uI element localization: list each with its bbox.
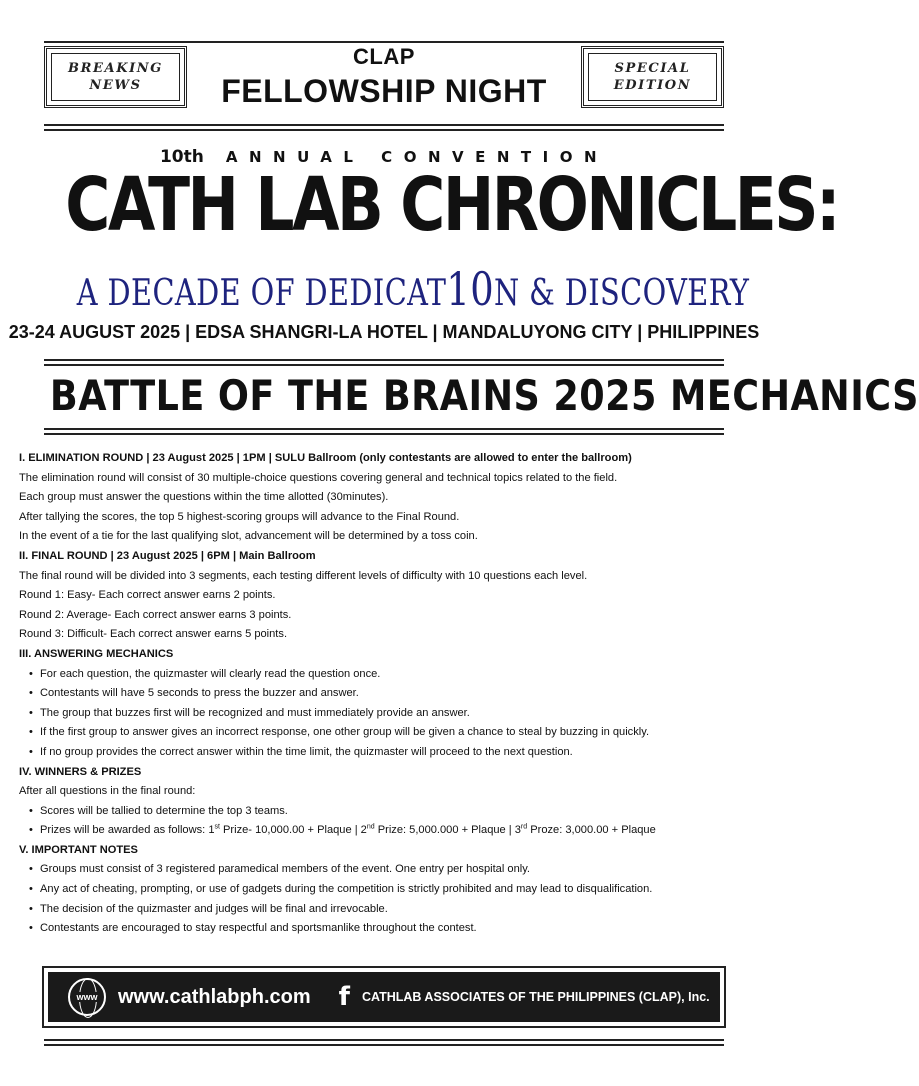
list-item: • Any act of cheating, prompting, or use of gadgets during the competition is strictly prohibited and may lead to disqualification. [19, 880, 759, 900]
globe-label: www [76, 992, 98, 1002]
list-item: • Contestants are encouraged to stay respectful and sportsmanlike throughout the contest. [19, 919, 759, 939]
ordinal: nd [366, 823, 375, 831]
bottom-rule [44, 1039, 724, 1041]
list-item: • If no group provides the correct answer within the time limit, the quizmaster will proceed to the next question. [19, 743, 759, 763]
body-line: Round 2: Average- Each correct answer earns 3 points. [19, 608, 292, 621]
list-item: • Groups must consist of 3 registered paramedical members of the event. One entry per hospital only. [19, 860, 759, 880]
header-rule [44, 124, 724, 126]
section-heading: V. IMPORTANT NOTES [19, 843, 138, 856]
badge-line: EDITION [613, 78, 692, 93]
subtitle-part: N & DISCOVERY [494, 273, 750, 314]
prize-text: Prize- 10,000.00 + Plaque | 2 [219, 824, 367, 837]
prizes-item [19, 821, 759, 841]
section-heading: I. ELIMINATION ROUND | 23 August 2025 | 1PM | SULU Ballroom (only contestants are allowed to enter the ballroom) [19, 452, 632, 464]
subtitle-highlight: 10 [446, 262, 495, 316]
body-line: After tallying the scores, the top 5 highest-scoring groups will advance to the Final Round. [19, 510, 460, 523]
section-rule-3 [44, 428, 724, 430]
body-line: The elimination round will consist of 30 multiple-choice questions covering general and technical topics related to the field. [19, 471, 618, 484]
section-rule-2 [44, 364, 724, 366]
list-item: • For each question, the quizmaster will clearly read the question once. [19, 665, 759, 685]
prize-text: Prize: 5,000.000 + Plaque | 3 [374, 824, 521, 837]
list-item: • Scores will be tallied to determine the top 3 teams. [19, 802, 759, 822]
section-rule-4 [44, 433, 724, 435]
section-heading: III. ANSWERING MECHANICS [19, 647, 174, 660]
badge-line: NEWS [89, 78, 142, 93]
prize-text: Prizes will be awarded as follows: 1 [40, 824, 215, 837]
footer-banner [42, 966, 726, 1028]
mechanics-body [19, 449, 759, 939]
section-heading: IV. WINNERS & PRIZES [19, 765, 142, 778]
body-line: Each group must answer the questions within the time allotted (30minutes). [19, 491, 389, 504]
footer-bar [48, 972, 720, 1022]
top-rule [44, 41, 724, 43]
winners-list [19, 802, 759, 841]
body-line: In the event of a tie for the last qualifying slot, advancement will be determined by a toss coin. [19, 530, 478, 543]
section-rule [44, 359, 724, 361]
section-heading: II. FINAL ROUND | 23 August 2025 | 6PM | Main Ballroom [19, 549, 316, 562]
subtitle [76, 262, 750, 316]
subtitle-part: A DECADE OF DEDICAT [76, 273, 447, 314]
website-link[interactable]: www.cathlabph.com [118, 985, 311, 1008]
body-line: The final round will be divided into 3 segments, each testing different levels of difficulty with 10 questions each level. [19, 569, 588, 582]
org-label: CLAP [353, 44, 415, 69]
edition-text: ANNUAL CONVENTION [225, 148, 609, 166]
organization-name: CATHLAB ASSOCIATES OF THE PHILIPPINES (CLAP), Inc. [361, 990, 710, 1004]
badge-line: BREAKING [68, 61, 163, 76]
list-item: • If the first group to answer gives an incorrect response, one other group will be given a chance to steal by buzzing in quickly. [19, 723, 759, 743]
ordinal: rd [520, 823, 528, 831]
list-item: • The decision of the quizmaster and judges will be final and irrevocable. [19, 900, 759, 920]
mechanics-title: BATTLE OF THE BRAINS 2025 MECHANICS [49, 371, 919, 420]
body-line: Round 1: Easy- Each correct answer earns 2 points. [19, 589, 276, 602]
event-title: FELLOWSHIP NIGHT [221, 73, 547, 109]
body-line: After all questions in the final round: [19, 785, 196, 798]
main-title: CATH LAB CHRONICLES: [65, 162, 839, 248]
ordinal: st [214, 823, 220, 831]
notes-list [19, 860, 759, 938]
list-item: • The group that buzzes first will be recognized and must immediately provide an answer. [19, 704, 759, 724]
badge-line: SPECIAL [614, 61, 691, 76]
body-line: Round 3: Difficult- Each correct answer earns 5 points. [19, 628, 288, 641]
prize-text: Proze: 3,000.00 + Plaque [527, 824, 656, 837]
globe-icon [68, 978, 106, 1016]
facebook-icon[interactable]: f [338, 982, 350, 1012]
answering-list [19, 665, 759, 763]
bottom-rule-2 [44, 1044, 724, 1046]
event-details: 23-24 AUGUST 2025 | EDSA SHANGRI-LA HOTEL | MANDALUYONG CITY | PHILIPPINES [8, 322, 760, 342]
list-item: • Contestants will have 5 seconds to press the buzzer and answer. [19, 684, 759, 704]
edition-number: 10th [159, 147, 204, 167]
header-rule-2 [44, 129, 724, 131]
